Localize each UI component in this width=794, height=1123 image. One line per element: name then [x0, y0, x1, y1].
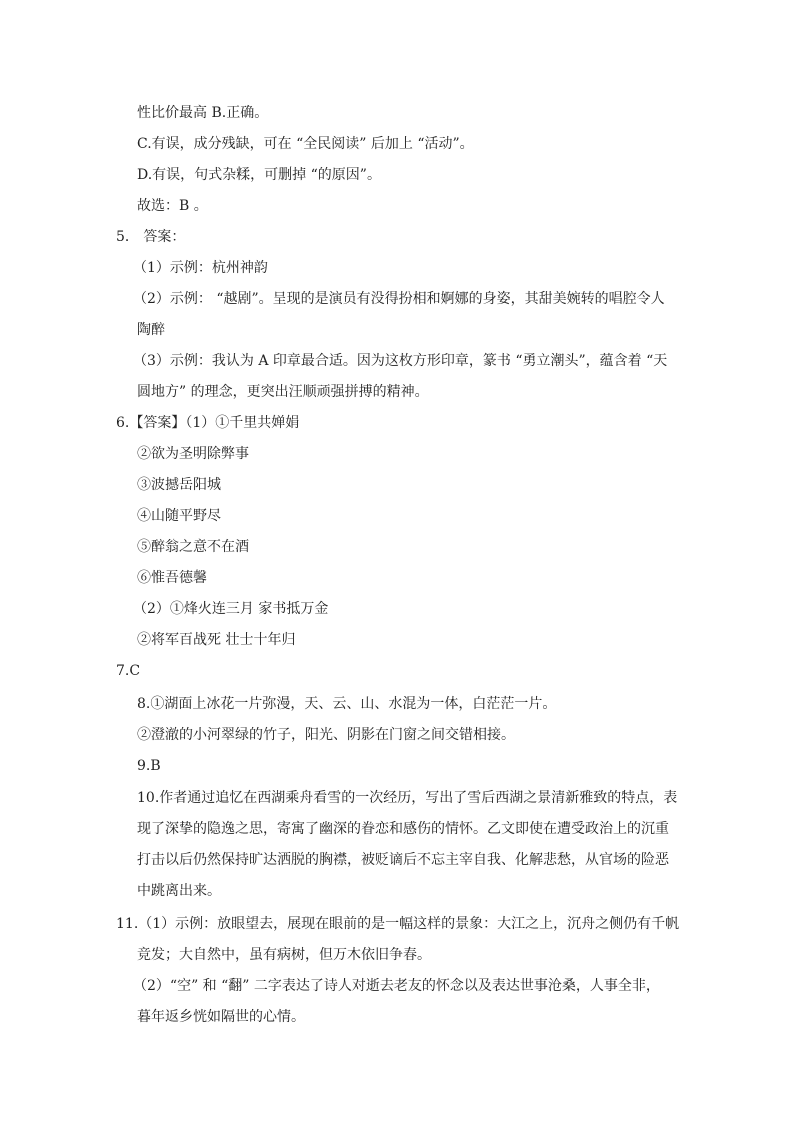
text-line: 11.（1）示例：放眼望去，展现在眼前的是一幅这样的景象：大江之上，沉舟之侧仍有千帆 [116, 916, 680, 932]
text-line: 竞发；大自然中，虽有病树，但万木依旧争春。 [137, 947, 431, 963]
text-line: ⑥惟吾德馨 [137, 570, 207, 586]
text-line: D.有误，句式杂糅，可删掉 “的原因”。 [137, 167, 381, 183]
text-line: ②澄澈的小河翠绿的竹子，阳光、阴影在门窗之间交错相接。 [137, 727, 515, 743]
text-line: （2）①烽火连三月 家书抵万金 [133, 601, 329, 617]
text-line: 8.①湖面上冰花一片弥漫，天、云、山、水混为一体，白茫茫一片。 [137, 696, 557, 712]
text-line: 陶醉 [137, 322, 165, 338]
text-line: ②欲为圣明除弊事 [137, 446, 249, 462]
text-line: ②将军百战死 壮士十年归 [137, 632, 296, 648]
text-line: （3）示例：我认为 A 印章最合适。因为这枚方形印章，篆书 “勇立潮头”，蕴含着 “天 [133, 353, 668, 369]
text-line: 7.C [116, 663, 141, 679]
text-line: 中跳离出来。 [137, 883, 221, 899]
text-line: 10.作者通过追忆在西湖乘舟看雪的一次经历，写出了雪后西湖之景清新雅致的特点，表 [137, 790, 678, 806]
text-line: 5． 答案： [116, 229, 186, 245]
text-line: C.有误，成分残缺，可在 “全民阅读” 后加上 “活动”。 [137, 136, 474, 152]
text-line: 圆地方” 的理念，更突出汪顺顽强拼搏的精神。 [137, 384, 429, 400]
text-line: ⑤醉翁之意不在酒 [137, 539, 249, 555]
text-line: 故选：B 。 [137, 198, 208, 214]
text-line: 性比价最高 B.正确。 [137, 105, 269, 121]
text-line: （2）示例： “越剧”。呈现的是演员有没得扮相和婀娜的身姿，其甜美婉转的唱腔令人 [133, 291, 665, 307]
text-line: 暮年返乡恍如隔世的心情。 [137, 1009, 305, 1025]
text-line: ③波撼岳阳城 [137, 477, 221, 493]
text-line: （1）示例：杭州神韵 [133, 260, 268, 276]
text-line: 打击以后仍然保持旷达洒脱的胸襟，被贬谪后不忘主宰自我、化解悲愁，从官场的险恶 [137, 852, 669, 868]
text-line: 6.【答案】（1）①千里共婵娟 [116, 415, 300, 431]
text-line: 现了深挚的隐逸之思，寄寓了幽深的眷恋和感伤的情怀。乙文即使在遭受政治上的沉重 [137, 821, 669, 837]
text-line: 9.B [137, 758, 161, 774]
text-line: （2）“空” 和 “翻” 二字表达了诗人对逝去老友的怀念以及表达世事沧桑，人事全非， [133, 978, 660, 994]
text-line: ④山随平野尽 [137, 508, 221, 524]
